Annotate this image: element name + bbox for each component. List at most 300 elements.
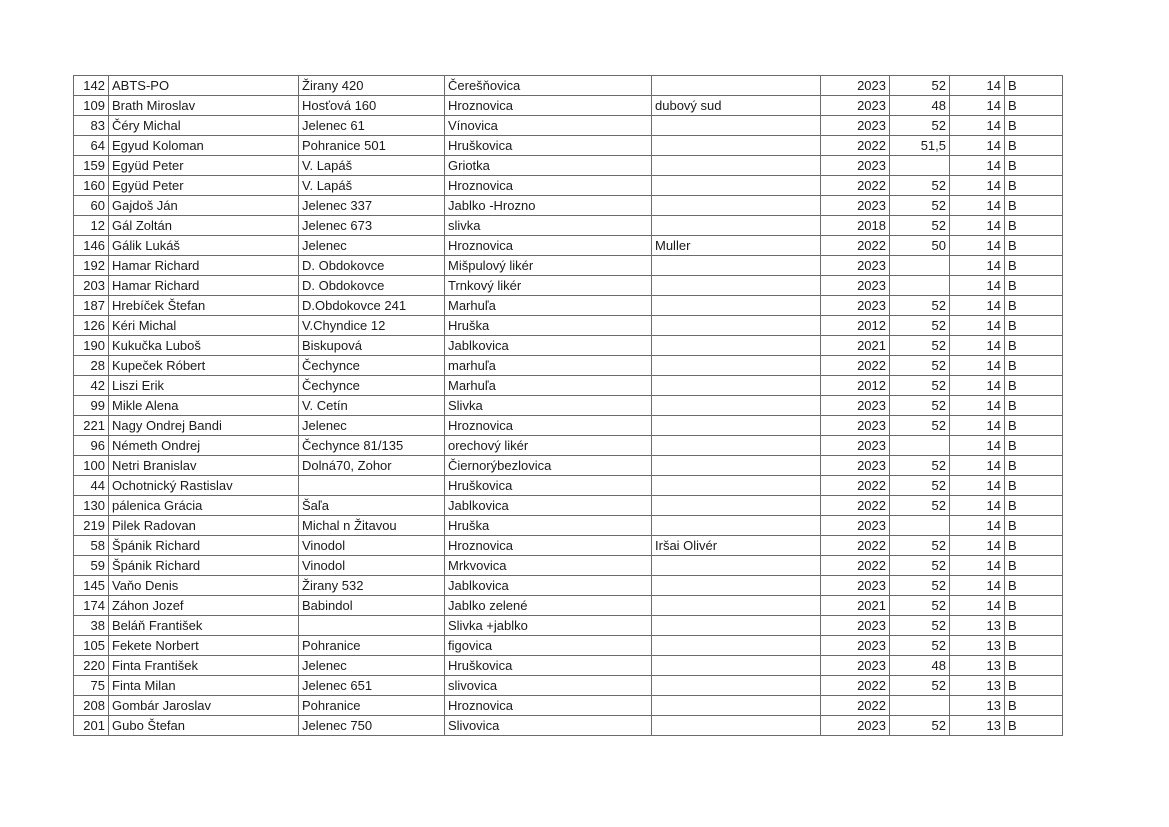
cell-entry-number: 100 [74, 456, 109, 476]
cell-alcohol: 52 [890, 476, 950, 496]
cell-entry-number: 160 [74, 176, 109, 196]
cell-product: Hroznovica [445, 176, 652, 196]
cell-product: slivovica [445, 676, 652, 696]
cell-entry-number: 28 [74, 356, 109, 376]
cell-product: Slivka +jablko [445, 616, 652, 636]
cell-points: 14 [950, 556, 1005, 576]
cell-product: Hruška [445, 516, 652, 536]
cell-points: 14 [950, 116, 1005, 136]
cell-address: Čechynce 81/135 [299, 436, 445, 456]
cell-points: 14 [950, 176, 1005, 196]
cell-note [652, 696, 821, 716]
cell-alcohol [890, 256, 950, 276]
cell-product: Marhuľa [445, 296, 652, 316]
cell-points: 14 [950, 296, 1005, 316]
cell-entry-number: 203 [74, 276, 109, 296]
cell-grade: B [1005, 596, 1063, 616]
cell-entry-number: 221 [74, 416, 109, 436]
table-row [74, 716, 1063, 736]
cell-product: Hroznovica [445, 96, 652, 116]
cell-product: Trnkový likér [445, 276, 652, 296]
cell-alcohol [890, 516, 950, 536]
cell-points: 14 [950, 76, 1005, 96]
cell-name: Kéri Michal [109, 316, 299, 336]
cell-entry-number: 64 [74, 136, 109, 156]
cell-entry-number: 99 [74, 396, 109, 416]
cell-note [652, 136, 821, 156]
cell-grade: B [1005, 76, 1063, 96]
cell-note [652, 316, 821, 336]
cell-address: V. Lapáš [299, 176, 445, 196]
cell-address: Jelenec [299, 656, 445, 676]
table-row [74, 516, 1063, 536]
cell-name: Gubo Štefan [109, 716, 299, 736]
cell-grade: B [1005, 176, 1063, 196]
table-row [74, 376, 1063, 396]
cell-grade: B [1005, 556, 1063, 576]
cell-points: 14 [950, 336, 1005, 356]
cell-note [652, 256, 821, 276]
cell-grade: B [1005, 636, 1063, 656]
cell-points: 14 [950, 316, 1005, 336]
cell-address: Babindol [299, 596, 445, 616]
cell-name: Kupeček Róbert [109, 356, 299, 376]
cell-product: Slivka [445, 396, 652, 416]
table-row [74, 396, 1063, 416]
cell-note [652, 216, 821, 236]
cell-alcohol: 52 [890, 116, 950, 136]
cell-address: Jelenec 750 [299, 716, 445, 736]
cell-address: Hosťová 160 [299, 96, 445, 116]
cell-alcohol: 52 [890, 596, 950, 616]
cell-alcohol: 52 [890, 556, 950, 576]
cell-name: Netri Branislav [109, 456, 299, 476]
cell-address: Dolná70, Zohor [299, 456, 445, 476]
cell-grade: B [1005, 576, 1063, 596]
cell-grade: B [1005, 476, 1063, 496]
cell-name: Liszi Erik [109, 376, 299, 396]
cell-note: Muller [652, 236, 821, 256]
cell-note [652, 416, 821, 436]
cell-points: 14 [950, 156, 1005, 176]
cell-points: 13 [950, 616, 1005, 636]
cell-year: 2023 [821, 436, 890, 456]
table-row [74, 196, 1063, 216]
cell-alcohol [890, 156, 950, 176]
table-row [74, 496, 1063, 516]
cell-entry-number: 201 [74, 716, 109, 736]
cell-year: 2023 [821, 156, 890, 176]
cell-points: 14 [950, 196, 1005, 216]
cell-points: 14 [950, 376, 1005, 396]
cell-grade: B [1005, 416, 1063, 436]
cell-grade: B [1005, 396, 1063, 416]
cell-year: 2023 [821, 456, 890, 476]
cell-year: 2022 [821, 556, 890, 576]
cell-alcohol: 52 [890, 316, 950, 336]
table-row [74, 236, 1063, 256]
cell-address: D.Obdokovce 241 [299, 296, 445, 316]
cell-address: Jelenec 337 [299, 196, 445, 216]
table-row [74, 176, 1063, 196]
cell-product: marhuľa [445, 356, 652, 376]
cell-alcohol: 52 [890, 576, 950, 596]
cell-alcohol [890, 696, 950, 716]
cell-year: 2023 [821, 576, 890, 596]
cell-grade: B [1005, 276, 1063, 296]
cell-year: 2023 [821, 396, 890, 416]
cell-note [652, 196, 821, 216]
cell-product: Mišpulový likér [445, 256, 652, 276]
cell-name: Fekete Norbert [109, 636, 299, 656]
cell-points: 14 [950, 516, 1005, 536]
cell-name: Mikle Alena [109, 396, 299, 416]
cell-year: 2022 [821, 496, 890, 516]
cell-address: D. Obdokovce [299, 256, 445, 276]
cell-entry-number: 83 [74, 116, 109, 136]
cell-address: Žirany 532 [299, 576, 445, 596]
cell-points: 14 [950, 456, 1005, 476]
cell-points: 14 [950, 396, 1005, 416]
cell-alcohol: 52 [890, 356, 950, 376]
cell-year: 2022 [821, 176, 890, 196]
cell-grade: B [1005, 436, 1063, 456]
cell-grade: B [1005, 156, 1063, 176]
cell-year: 2022 [821, 356, 890, 376]
cell-points: 14 [950, 256, 1005, 276]
cell-points: 13 [950, 716, 1005, 736]
cell-product: Mrkvovica [445, 556, 652, 576]
cell-year: 2023 [821, 616, 890, 636]
cell-name: Vaňo Denis [109, 576, 299, 596]
cell-entry-number: 146 [74, 236, 109, 256]
cell-note [652, 276, 821, 296]
cell-address: Pohranice [299, 696, 445, 716]
cell-address: Žirany 420 [299, 76, 445, 96]
cell-grade: B [1005, 696, 1063, 716]
table-row [74, 96, 1063, 116]
table-body [74, 76, 1063, 736]
table-row [74, 316, 1063, 336]
cell-product: Čerešňovica [445, 76, 652, 96]
results-table [73, 75, 1063, 736]
cell-entry-number: 105 [74, 636, 109, 656]
cell-alcohol [890, 436, 950, 456]
cell-grade: B [1005, 676, 1063, 696]
cell-points: 14 [950, 596, 1005, 616]
table-row [74, 656, 1063, 676]
cell-points: 14 [950, 236, 1005, 256]
cell-note [652, 496, 821, 516]
cell-note: dubový sud [652, 96, 821, 116]
cell-address: Šaľa [299, 496, 445, 516]
cell-product: slivka [445, 216, 652, 236]
table-row [74, 76, 1063, 96]
cell-year: 2012 [821, 316, 890, 336]
cell-note [652, 116, 821, 136]
cell-entry-number: 42 [74, 376, 109, 396]
cell-points: 14 [950, 576, 1005, 596]
cell-name: Hamar Richard [109, 256, 299, 276]
cell-product: Hruškovica [445, 656, 652, 676]
cell-name: Brath Miroslav [109, 96, 299, 116]
cell-address: V. Lapáš [299, 156, 445, 176]
cell-note [652, 476, 821, 496]
cell-points: 14 [950, 536, 1005, 556]
cell-alcohol: 52 [890, 376, 950, 396]
cell-entry-number: 142 [74, 76, 109, 96]
cell-name: Hamar Richard [109, 276, 299, 296]
cell-alcohol: 52 [890, 216, 950, 236]
cell-product: Jablko -Hrozno [445, 196, 652, 216]
table-row [74, 276, 1063, 296]
cell-points: 14 [950, 96, 1005, 116]
cell-points: 13 [950, 636, 1005, 656]
cell-alcohol: 52 [890, 716, 950, 736]
cell-entry-number: 174 [74, 596, 109, 616]
cell-product: Slivovica [445, 716, 652, 736]
cell-address: V.Chyndice 12 [299, 316, 445, 336]
cell-note [652, 76, 821, 96]
cell-note [652, 716, 821, 736]
cell-year: 2022 [821, 536, 890, 556]
cell-name: Pilek Radovan [109, 516, 299, 536]
cell-note [652, 676, 821, 696]
cell-grade: B [1005, 496, 1063, 516]
cell-grade: B [1005, 356, 1063, 376]
cell-name: ABTS-PO [109, 76, 299, 96]
cell-grade: B [1005, 256, 1063, 276]
cell-note [652, 376, 821, 396]
cell-note [652, 656, 821, 676]
cell-note [652, 336, 821, 356]
cell-year: 2022 [821, 236, 890, 256]
table-row [74, 576, 1063, 596]
cell-year: 2022 [821, 476, 890, 496]
cell-alcohol: 52 [890, 416, 950, 436]
cell-entry-number: 109 [74, 96, 109, 116]
cell-year: 2023 [821, 116, 890, 136]
table-row [74, 336, 1063, 356]
cell-address: Vinodol [299, 536, 445, 556]
cell-alcohol: 52 [890, 676, 950, 696]
cell-year: 2022 [821, 696, 890, 716]
cell-alcohol: 52 [890, 76, 950, 96]
table-row [74, 536, 1063, 556]
cell-address [299, 476, 445, 496]
cell-note [652, 176, 821, 196]
cell-grade: B [1005, 136, 1063, 156]
cell-name: Beláň František [109, 616, 299, 636]
cell-name: Németh Ondrej [109, 436, 299, 456]
table-row [74, 456, 1063, 476]
cell-entry-number: 159 [74, 156, 109, 176]
cell-name: pálenica Grácia [109, 496, 299, 516]
cell-alcohol: 51,5 [890, 136, 950, 156]
cell-name: Finta Milan [109, 676, 299, 696]
cell-product: Hruška [445, 316, 652, 336]
cell-note [652, 596, 821, 616]
cell-grade: B [1005, 656, 1063, 676]
cell-address: Vinodol [299, 556, 445, 576]
cell-name: Ochotnický Rastislav [109, 476, 299, 496]
cell-address: Čechynce [299, 356, 445, 376]
cell-note [652, 456, 821, 476]
cell-year: 2023 [821, 416, 890, 436]
cell-product: Hruškovica [445, 476, 652, 496]
cell-product: Hroznovica [445, 236, 652, 256]
cell-address: Pohranice [299, 636, 445, 656]
cell-note: Iršai Olivér [652, 536, 821, 556]
cell-address: Michal n Žitavou [299, 516, 445, 536]
cell-address [299, 616, 445, 636]
cell-alcohol: 52 [890, 336, 950, 356]
cell-note [652, 436, 821, 456]
cell-entry-number: 187 [74, 296, 109, 316]
cell-points: 14 [950, 216, 1005, 236]
cell-entry-number: 96 [74, 436, 109, 456]
cell-entry-number: 60 [74, 196, 109, 216]
cell-year: 2023 [821, 196, 890, 216]
cell-name: Együd Peter [109, 176, 299, 196]
cell-entry-number: 58 [74, 536, 109, 556]
table-row [74, 296, 1063, 316]
cell-year: 2021 [821, 596, 890, 616]
cell-points: 14 [950, 436, 1005, 456]
cell-note [652, 576, 821, 596]
cell-entry-number: 192 [74, 256, 109, 276]
cell-name: Együd Peter [109, 156, 299, 176]
cell-entry-number: 208 [74, 696, 109, 716]
cell-alcohol: 52 [890, 636, 950, 656]
cell-entry-number: 130 [74, 496, 109, 516]
table-row [74, 256, 1063, 276]
cell-product: Hruškovica [445, 136, 652, 156]
table-row [74, 136, 1063, 156]
cell-alcohol: 50 [890, 236, 950, 256]
cell-entry-number: 190 [74, 336, 109, 356]
table-row [74, 636, 1063, 656]
cell-year: 2023 [821, 276, 890, 296]
cell-entry-number: 12 [74, 216, 109, 236]
cell-entry-number: 126 [74, 316, 109, 336]
cell-alcohol: 52 [890, 616, 950, 636]
cell-grade: B [1005, 96, 1063, 116]
cell-grade: B [1005, 116, 1063, 136]
cell-alcohol: 52 [890, 496, 950, 516]
cell-product: Vínovica [445, 116, 652, 136]
cell-product: Jablkovica [445, 336, 652, 356]
cell-name: Kukučka Luboš [109, 336, 299, 356]
cell-entry-number: 44 [74, 476, 109, 496]
table-row [74, 696, 1063, 716]
cell-address: Jelenec [299, 416, 445, 436]
table-row [74, 356, 1063, 376]
cell-year: 2023 [821, 516, 890, 536]
cell-points: 14 [950, 416, 1005, 436]
cell-product: Hroznovica [445, 696, 652, 716]
table-row [74, 676, 1063, 696]
cell-grade: B [1005, 716, 1063, 736]
cell-note [652, 556, 821, 576]
cell-product: Hroznovica [445, 536, 652, 556]
cell-note [652, 636, 821, 656]
cell-year: 2012 [821, 376, 890, 396]
cell-address: D. Obdokovce [299, 276, 445, 296]
cell-address: Biskupová [299, 336, 445, 356]
cell-name: Špánik Richard [109, 556, 299, 576]
cell-entry-number: 145 [74, 576, 109, 596]
cell-name: Špánik Richard [109, 536, 299, 556]
cell-name: Čéry Michal [109, 116, 299, 136]
cell-product: Čiernorýbezlovica [445, 456, 652, 476]
cell-points: 14 [950, 476, 1005, 496]
cell-note [652, 396, 821, 416]
cell-year: 2021 [821, 336, 890, 356]
cell-points: 14 [950, 136, 1005, 156]
cell-note [652, 296, 821, 316]
table-row [74, 116, 1063, 136]
cell-alcohol: 52 [890, 396, 950, 416]
cell-entry-number: 220 [74, 656, 109, 676]
cell-name: Gál Zoltán [109, 216, 299, 236]
cell-product: Griotka [445, 156, 652, 176]
cell-year: 2023 [821, 716, 890, 736]
table-row [74, 476, 1063, 496]
cell-year: 2023 [821, 96, 890, 116]
cell-year: 2023 [821, 256, 890, 276]
cell-grade: B [1005, 316, 1063, 336]
cell-alcohol: 48 [890, 656, 950, 676]
cell-name: Gombár Jaroslav [109, 696, 299, 716]
cell-product: Jablkovica [445, 496, 652, 516]
cell-entry-number: 75 [74, 676, 109, 696]
cell-address: Jelenec [299, 236, 445, 256]
cell-product: Marhuľa [445, 376, 652, 396]
cell-entry-number: 219 [74, 516, 109, 536]
table-row [74, 416, 1063, 436]
cell-note [652, 516, 821, 536]
cell-grade: B [1005, 236, 1063, 256]
cell-entry-number: 59 [74, 556, 109, 576]
cell-product: figovica [445, 636, 652, 656]
cell-grade: B [1005, 216, 1063, 236]
cell-grade: B [1005, 376, 1063, 396]
cell-product: Jablkovica [445, 576, 652, 596]
cell-entry-number: 38 [74, 616, 109, 636]
cell-alcohol: 52 [890, 196, 950, 216]
cell-points: 13 [950, 676, 1005, 696]
cell-note [652, 616, 821, 636]
cell-product: Hroznovica [445, 416, 652, 436]
cell-grade: B [1005, 516, 1063, 536]
cell-year: 2022 [821, 676, 890, 696]
cell-points: 13 [950, 696, 1005, 716]
cell-name: Hrebíček Štefan [109, 296, 299, 316]
cell-name: Záhon Jozef [109, 596, 299, 616]
cell-product: Jablko zelené [445, 596, 652, 616]
cell-address: Jelenec 61 [299, 116, 445, 136]
cell-address: Pohranice 501 [299, 136, 445, 156]
cell-year: 2023 [821, 76, 890, 96]
cell-name: Gálik Lukáš [109, 236, 299, 256]
table-row [74, 156, 1063, 176]
table-row [74, 556, 1063, 576]
table-row [74, 436, 1063, 456]
cell-points: 14 [950, 276, 1005, 296]
cell-grade: B [1005, 336, 1063, 356]
cell-year: 2023 [821, 296, 890, 316]
